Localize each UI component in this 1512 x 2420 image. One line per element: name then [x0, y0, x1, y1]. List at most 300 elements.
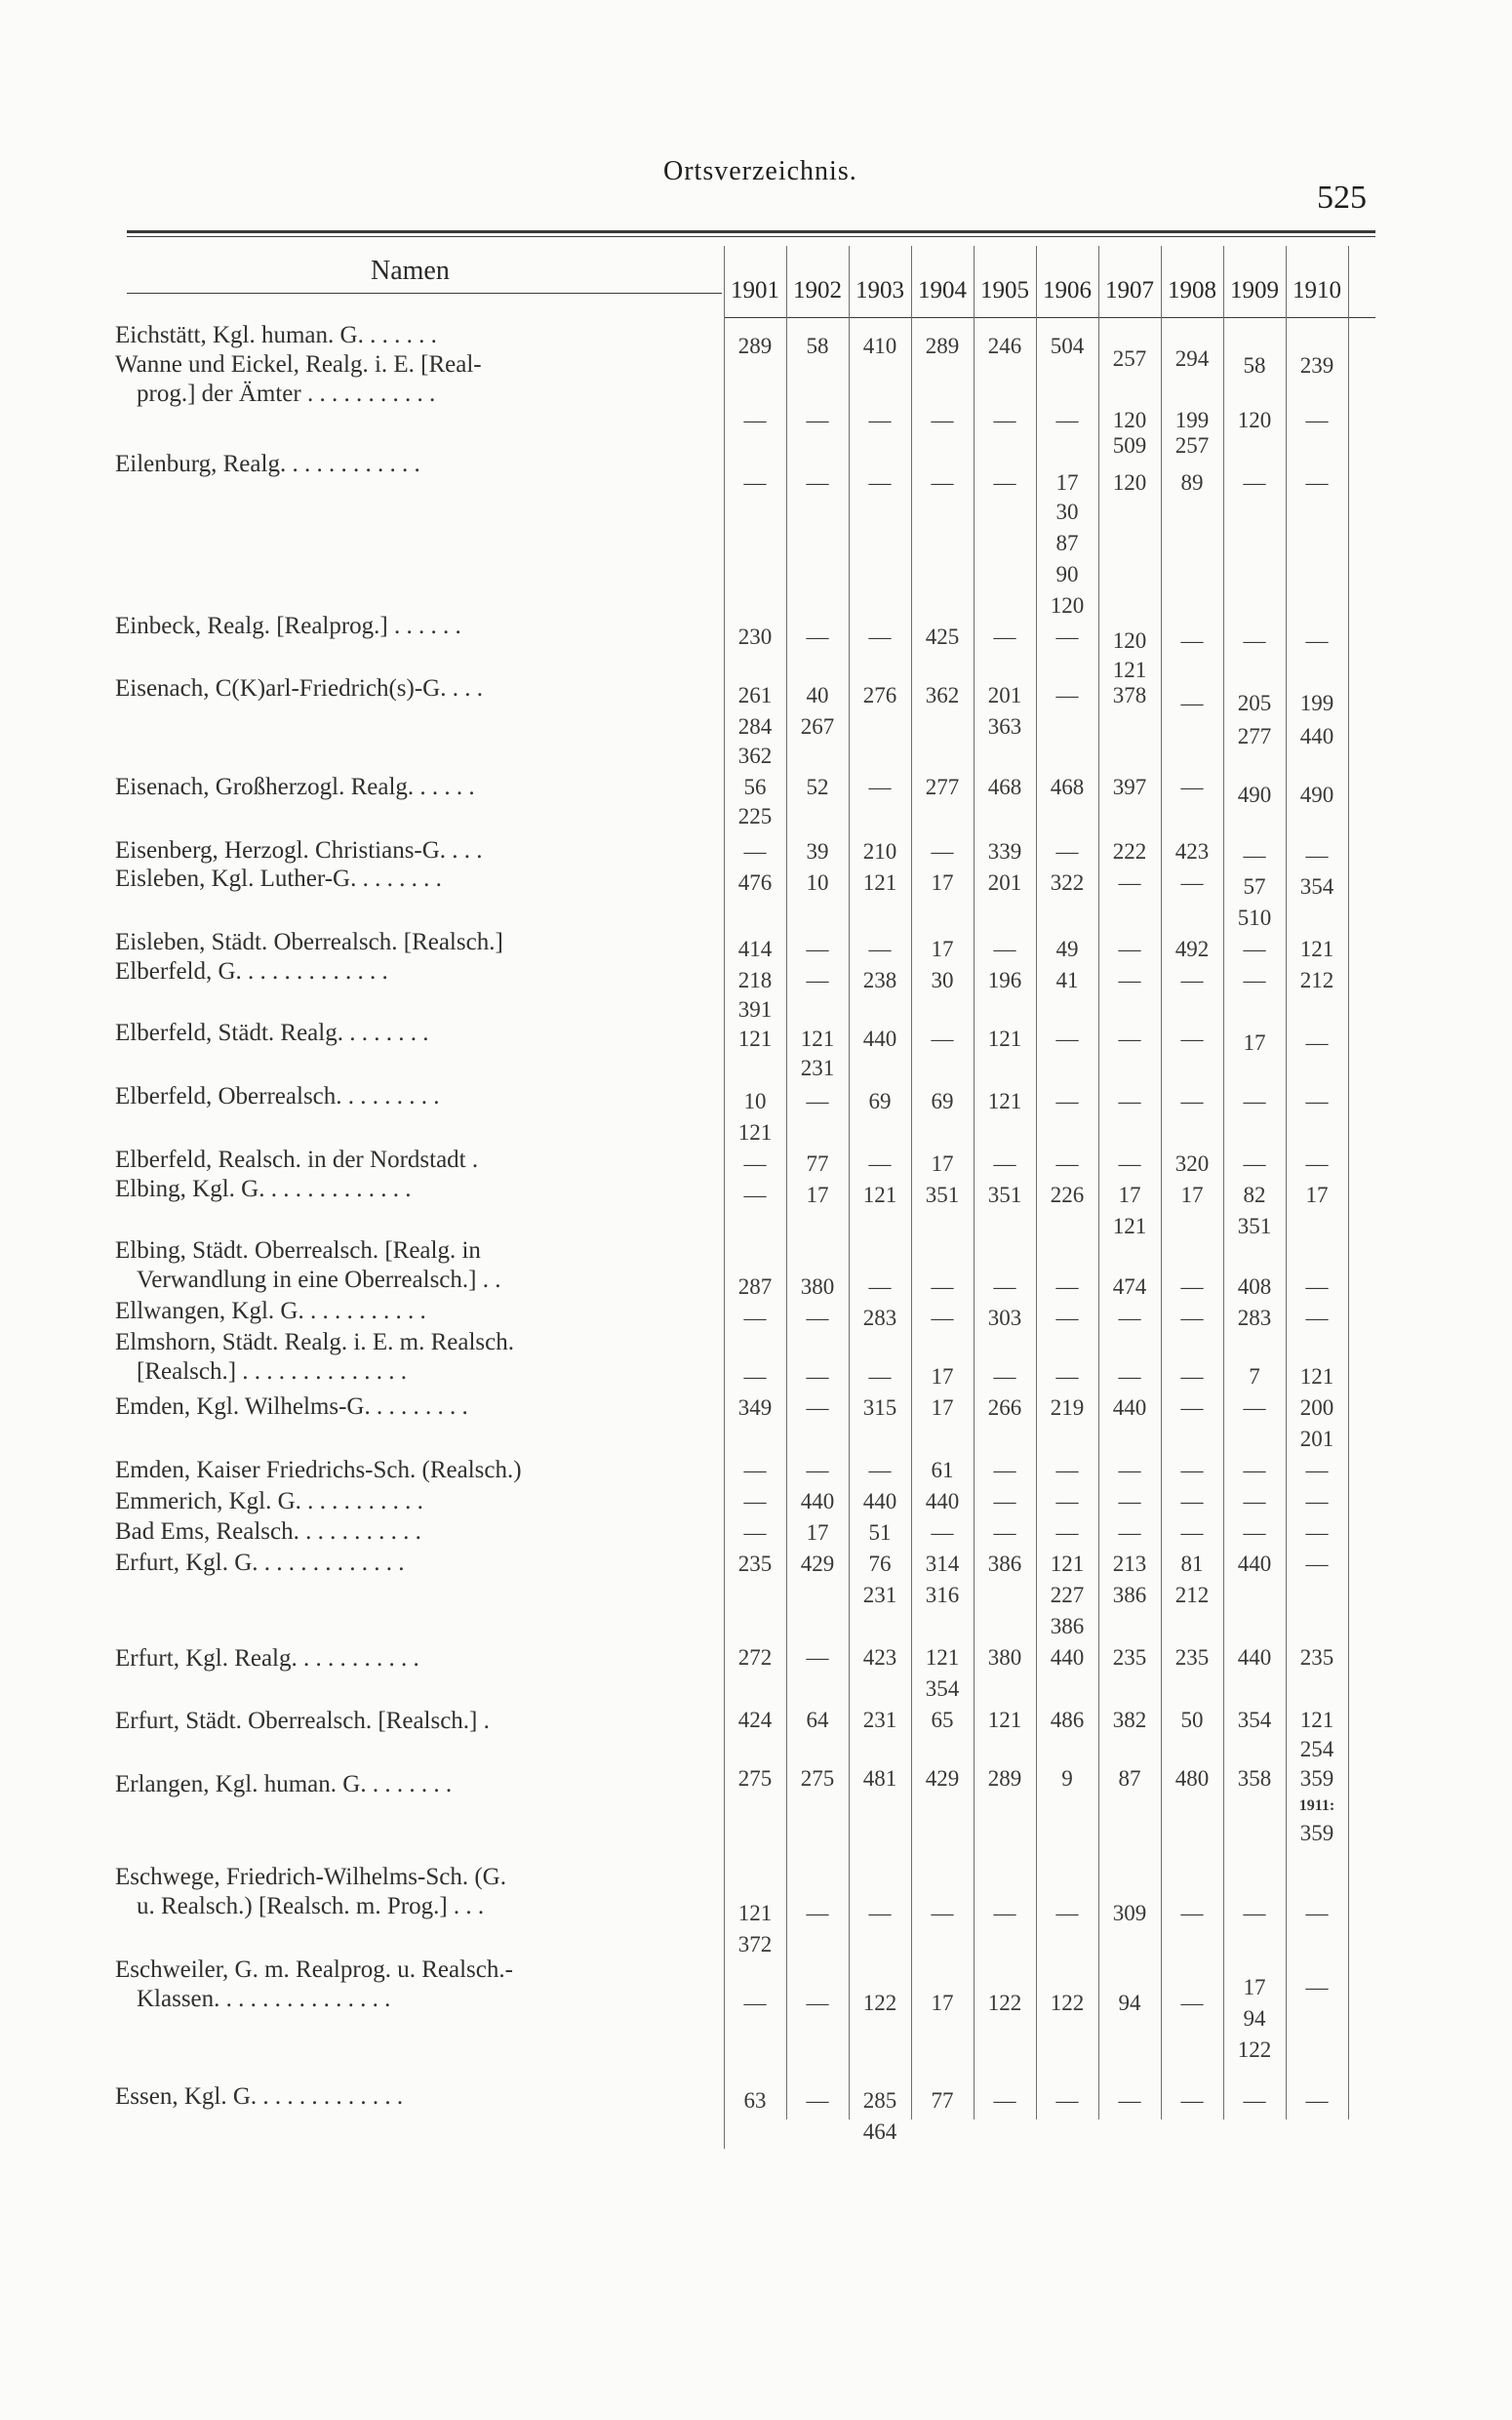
table-cell: 17: [931, 1991, 954, 2015]
table-cell: 200: [1299, 1395, 1334, 1420]
year-header: 1906: [1043, 277, 1092, 303]
top-rule: [127, 230, 1375, 233]
school-name: Ellwangen, Kgl. G. . . . . . . . . . .: [115, 1298, 426, 1324]
table-cell: —: [868, 408, 892, 432]
school-name: Eisenach, Großherzogl. Realg. . . . . .: [115, 774, 475, 800]
table-cell: —: [743, 1458, 767, 1482]
table-cell: 490: [1237, 783, 1272, 807]
table-cell: —: [993, 2088, 1016, 2113]
table-cell: 246: [987, 334, 1022, 358]
table-cell: 440: [800, 1489, 835, 1513]
column-divider: [1161, 246, 1162, 2119]
table-cell: —: [993, 1489, 1016, 1513]
table-cell: 362: [737, 744, 773, 768]
table-cell: 69: [868, 1089, 892, 1113]
table-cell: 121: [1112, 1214, 1147, 1238]
column-divider: [786, 246, 787, 2119]
table-cell: 17: [931, 937, 954, 961]
table-cell: 320: [1174, 1151, 1210, 1176]
table-cell: 201: [987, 870, 1022, 895]
table-cell: —: [743, 1151, 767, 1176]
table-cell: —: [1243, 1458, 1266, 1482]
table-cell: 235: [737, 1552, 773, 1576]
table-cell: 314: [925, 1552, 960, 1576]
table-cell: —: [1055, 1520, 1079, 1545]
table-cell: 10: [806, 870, 829, 895]
table-cell: 372: [737, 1932, 773, 1956]
school-name: Erfurt, Städt. Oberrealsch. [Realsch.] .: [115, 1708, 490, 1734]
table-cell: —: [806, 2088, 829, 2113]
table-cell: 440: [1050, 1645, 1085, 1670]
table-cell: —: [1055, 1274, 1079, 1299]
table-cell: —: [1118, 937, 1141, 961]
table-cell: 49: [1055, 937, 1079, 961]
header-underline: [724, 317, 1375, 318]
table-cell: —: [868, 1901, 892, 1925]
table-cell: —: [1243, 1151, 1266, 1176]
table-cell: 382: [1112, 1708, 1147, 1732]
table-cell: 121: [862, 1183, 897, 1207]
table-cell: 380: [800, 1274, 835, 1299]
table-cell: —: [1118, 2088, 1141, 2113]
table-cell: 94: [1118, 1991, 1141, 2015]
table-cell: 283: [1237, 1306, 1272, 1330]
table-cell: —: [806, 1395, 829, 1420]
school-name: Eilenburg, Realg. . . . . . . . . . . .: [115, 451, 420, 477]
table-cell: 440: [925, 1489, 960, 1513]
school-name: Eisenberg, Herzogl. Christians-G. . . .: [115, 837, 483, 864]
table-cell: —: [1305, 1552, 1329, 1576]
table-cell: 227: [1050, 1583, 1085, 1607]
table-cell: 58: [1243, 353, 1266, 378]
table-cell: —: [868, 775, 892, 799]
table-cell: 9: [1061, 1766, 1073, 1791]
table-cell: 196: [987, 968, 1022, 992]
table-cell: 17: [931, 870, 954, 895]
table-cell: 40: [806, 683, 829, 707]
table-cell: —: [1118, 1489, 1141, 1513]
table-cell: 121: [737, 1027, 773, 1051]
table-cell: 213: [1112, 1552, 1147, 1576]
column-divider: [1036, 246, 1037, 2119]
table-cell: 121: [925, 1645, 960, 1670]
table-cell: 219: [1050, 1395, 1085, 1420]
table-cell: 77: [806, 1151, 829, 1176]
table-cell: 440: [1112, 1395, 1147, 1420]
table-cell: 414: [737, 937, 773, 961]
table-cell: —: [1180, 1306, 1204, 1330]
school-name: Verwandlung in eine Oberrealsch.] . .: [137, 1267, 501, 1293]
table-cell: 120: [1112, 470, 1147, 495]
table-cell: —: [1305, 1901, 1329, 1925]
table-cell: —: [1180, 870, 1204, 895]
year-header: 1909: [1230, 277, 1279, 303]
table-cell: —: [743, 1489, 767, 1513]
table-cell: 440: [1237, 1552, 1272, 1576]
table-cell: 424: [737, 1708, 773, 1732]
table-cell: 122: [1050, 1991, 1085, 2015]
table-cell: 121: [1112, 658, 1147, 682]
table-cell: 64: [806, 1708, 829, 1732]
table-cell: —: [1055, 683, 1079, 707]
table-cell: —: [1055, 839, 1079, 864]
table-cell: 386: [1050, 1614, 1085, 1638]
table-cell: —: [1055, 625, 1079, 649]
table-cell: —: [993, 1151, 1016, 1176]
table-cell: 17: [1243, 1975, 1266, 1999]
table-cell: —: [868, 470, 892, 495]
table-cell: 39: [806, 839, 829, 864]
table-cell: —: [743, 1306, 767, 1330]
column-divider: [1348, 246, 1349, 2119]
table-cell: —: [1243, 628, 1266, 653]
table-cell: 205: [1237, 691, 1272, 715]
school-name: Eisenach, C(K)arl-Friedrich(s)-G. . . .: [115, 675, 483, 702]
table-cell: —: [1243, 937, 1266, 961]
table-cell: —: [868, 937, 892, 961]
table-cell: —: [931, 1306, 954, 1330]
table-cell: —: [931, 1027, 954, 1051]
table-cell: 17: [1055, 470, 1079, 495]
school-name: Essen, Kgl. G. . . . . . . . . . . . .: [115, 2083, 404, 2110]
table-cell: 87: [1118, 1766, 1141, 1791]
table-cell: 272: [737, 1645, 773, 1670]
year-header: 1902: [793, 277, 842, 303]
year-header: 1908: [1168, 277, 1216, 303]
table-cell: 289: [925, 334, 960, 358]
year-header: 1905: [980, 277, 1029, 303]
column-divider: [1098, 246, 1099, 2119]
table-cell: 17: [931, 1364, 954, 1389]
table-cell: —: [806, 408, 829, 432]
table-cell: —: [1305, 1489, 1329, 1513]
table-cell: 354: [1237, 1708, 1272, 1732]
table-cell: 235: [1112, 1645, 1147, 1670]
table-cell: —: [993, 937, 1016, 961]
table-cell: —: [1055, 1306, 1079, 1330]
table-cell: —: [1055, 1458, 1079, 1482]
column-divider: [1286, 246, 1287, 2119]
school-name: Eisleben, Kgl. Luther-G. . . . . . . .: [115, 866, 442, 892]
table-cell: —: [868, 1151, 892, 1176]
table-cell: 17: [1180, 1183, 1204, 1207]
table-cell: 212: [1174, 1583, 1210, 1607]
page-header-title: Ortsverzeichnis.: [663, 156, 857, 186]
table-cell: 287: [737, 1274, 773, 1299]
table-cell: —: [868, 1274, 892, 1299]
table-cell: —: [1305, 1306, 1329, 1330]
year-header: 1901: [731, 277, 779, 303]
table-cell: 122: [1237, 2037, 1272, 2062]
table-cell: 257: [1174, 433, 1210, 458]
table-cell: 397: [1112, 775, 1147, 799]
table-cell: 58: [806, 334, 829, 358]
table-cell: 121: [1299, 1708, 1334, 1732]
table-cell: 87: [1055, 531, 1079, 555]
table-cell: —: [1055, 2088, 1079, 2113]
school-name: Elbing, Kgl. G. . . . . . . . . . . . .: [115, 1176, 412, 1202]
table-cell: 339: [987, 839, 1022, 864]
table-cell: —: [1243, 968, 1266, 992]
table-cell: —: [1118, 1151, 1141, 1176]
table-cell: —: [1118, 1520, 1141, 1545]
table-cell: —: [1243, 1395, 1266, 1420]
table-cell: —: [743, 1183, 767, 1207]
table-cell: —: [993, 625, 1016, 649]
school-name: Elberfeld, Städt. Realg. . . . . . . .: [115, 1020, 429, 1046]
table-cell: 199: [1299, 691, 1334, 715]
table-cell: —: [1118, 870, 1141, 895]
table-cell: 303: [987, 1306, 1022, 1330]
table-cell: 423: [1174, 839, 1210, 864]
table-cell: 65: [931, 1708, 954, 1732]
table-cell: —: [931, 839, 954, 864]
table-cell: 212: [1299, 968, 1334, 992]
table-cell: 362: [925, 683, 960, 707]
table-cell: 316: [925, 1583, 960, 1607]
table-cell: 474: [1112, 1274, 1147, 1299]
table-cell: —: [1180, 2088, 1204, 2113]
table-cell: 235: [1299, 1645, 1334, 1670]
table-cell: 199: [1174, 408, 1210, 432]
table-cell: 121: [987, 1027, 1022, 1051]
table-cell: 378: [1112, 683, 1147, 707]
table-cell: —: [1305, 1458, 1329, 1482]
table-cell: 504: [1050, 334, 1085, 358]
school-name: Erlangen, Kgl. human. G. . . . . . . .: [115, 1771, 453, 1797]
table-cell: 50: [1180, 1708, 1204, 1732]
table-cell: —: [806, 1991, 829, 2015]
table-cell: —: [1180, 1458, 1204, 1482]
table-cell: —: [868, 1458, 892, 1482]
table-cell: —: [806, 1306, 829, 1330]
table-cell: —: [1305, 1274, 1329, 1299]
table-cell: —: [1243, 1089, 1266, 1113]
column-divider: [849, 246, 850, 2119]
school-name: Wanne und Eickel, Realg. i. E. [Real-: [115, 351, 482, 378]
table-cell: —: [993, 1364, 1016, 1389]
table-cell: 510: [1237, 906, 1272, 930]
table-cell: —: [743, 839, 767, 864]
table-cell: 391: [737, 997, 773, 1022]
table-cell: 261: [737, 683, 773, 707]
table-cell: —: [993, 408, 1016, 432]
table-cell: 57: [1243, 874, 1266, 899]
table-cell: —: [806, 1364, 829, 1389]
table-cell: 351: [987, 1183, 1022, 1207]
table-cell: 386: [987, 1552, 1022, 1576]
table-cell: —: [1180, 1027, 1204, 1051]
table-cell: 17: [1118, 1183, 1141, 1207]
table-cell: 201: [987, 683, 1022, 707]
table-cell: —: [1180, 1364, 1204, 1389]
school-name: Eichstätt, Kgl. human. G. . . . . . .: [115, 322, 437, 348]
table-cell: 121: [1299, 937, 1334, 961]
table-cell: 354: [1299, 874, 1334, 899]
table-cell: —: [993, 470, 1016, 495]
table-cell: —: [1055, 1089, 1079, 1113]
school-name: Elbing, Städt. Oberrealsch. [Realg. in: [115, 1237, 481, 1264]
table-cell: 486: [1050, 1708, 1085, 1732]
table-cell: 122: [862, 1991, 897, 2015]
table-cell: 122: [987, 1991, 1022, 2015]
table-cell: 351: [1237, 1214, 1272, 1238]
table-cell: —: [1305, 843, 1329, 867]
table-cell: 410: [862, 334, 897, 358]
school-name: Elberfeld, Realsch. in der Nordstadt .: [115, 1147, 479, 1173]
table-cell: 201: [1299, 1427, 1334, 1451]
table-cell: 82: [1243, 1183, 1266, 1207]
table-cell: 266: [987, 1395, 1022, 1420]
table-cell: —: [1180, 628, 1204, 653]
table-cell: 51: [868, 1520, 892, 1545]
table-cell: 120: [1050, 593, 1085, 618]
table-cell: 231: [800, 1056, 835, 1080]
table-cell: 17: [1305, 1183, 1329, 1207]
table-cell: 121: [737, 1120, 773, 1145]
school-name: Erfurt, Kgl. G. . . . . . . . . . . . .: [115, 1550, 405, 1576]
table-cell: 275: [800, 1766, 835, 1791]
table-cell: —: [1180, 1991, 1204, 2015]
table-cell: —: [1180, 968, 1204, 992]
table-cell: 52: [806, 775, 829, 799]
table-cell: 1911:: [1298, 1797, 1335, 1814]
table-cell: —: [1305, 2088, 1329, 2113]
table-cell: —: [868, 625, 892, 649]
table-cell: 41: [1055, 968, 1079, 992]
school-name: Eisleben, Städt. Oberrealsch. [Realsch.]: [115, 929, 503, 955]
table-cell: 254: [1299, 1737, 1334, 1761]
table-cell: —: [993, 1901, 1016, 1925]
table-cell: 283: [862, 1306, 897, 1330]
school-name: Erfurt, Kgl. Realg. . . . . . . . . . .: [115, 1645, 419, 1672]
table-cell: 222: [1112, 839, 1147, 864]
table-cell: 121: [987, 1089, 1022, 1113]
table-cell: —: [806, 1458, 829, 1482]
table-cell: 121: [800, 1027, 835, 1051]
table-cell: —: [868, 1364, 892, 1389]
table-cell: 386: [1112, 1583, 1147, 1607]
table-cell: 349: [737, 1395, 773, 1420]
column-divider: [724, 246, 725, 2149]
column-header-namen: Namen: [371, 256, 450, 286]
table-cell: 231: [862, 1583, 897, 1607]
table-cell: 425: [925, 625, 960, 649]
top-rule-thin: [127, 236, 1375, 237]
table-cell: —: [1243, 470, 1266, 495]
table-cell: —: [1055, 1364, 1079, 1389]
table-cell: —: [1243, 1901, 1266, 1925]
table-cell: 89: [1180, 470, 1204, 495]
school-name: Eschwege, Friedrich-Wilhelms-Sch. (G.: [115, 1864, 506, 1890]
table-cell: —: [806, 937, 829, 961]
table-cell: 10: [743, 1089, 767, 1113]
table-cell: 30: [1055, 500, 1079, 524]
table-cell: 94: [1243, 2006, 1266, 2031]
table-cell: —: [1305, 408, 1329, 432]
table-cell: 56: [743, 775, 767, 799]
table-cell: —: [806, 968, 829, 992]
table-cell: —: [743, 470, 767, 495]
table-cell: —: [1305, 1089, 1329, 1113]
table-cell: 7: [1249, 1364, 1260, 1389]
table-cell: 285: [862, 2088, 897, 2113]
table-cell: 363: [987, 714, 1022, 739]
table-cell: —: [1180, 1395, 1204, 1420]
table-cell: 322: [1050, 870, 1085, 895]
school-name: Elberfeld, Oberrealsch. . . . . . . . .: [115, 1083, 440, 1109]
table-cell: 238: [862, 968, 897, 992]
table-cell: 17: [931, 1395, 954, 1420]
table-cell: —: [993, 1274, 1016, 1299]
table-cell: 17: [931, 1151, 954, 1176]
table-cell: 380: [987, 1645, 1022, 1670]
table-cell: —: [806, 1901, 829, 1925]
table-cell: 480: [1174, 1766, 1210, 1791]
table-cell: —: [931, 408, 954, 432]
table-cell: 277: [1237, 724, 1272, 748]
table-cell: 492: [1174, 937, 1210, 961]
table-cell: 289: [737, 334, 773, 358]
table-cell: 481: [862, 1766, 897, 1791]
table-cell: —: [1180, 775, 1204, 799]
school-name: [Realsch.] . . . . . . . . . . . . . .: [137, 1358, 408, 1385]
table-cell: —: [806, 1645, 829, 1670]
table-cell: 210: [862, 839, 897, 864]
table-cell: —: [1055, 1489, 1079, 1513]
table-cell: 423: [862, 1645, 897, 1670]
school-name: Einbeck, Realg. [Realprog.] . . . . . .: [115, 613, 461, 639]
table-cell: 464: [862, 2119, 897, 2144]
table-cell: —: [931, 470, 954, 495]
table-cell: 359: [1299, 1766, 1334, 1791]
table-cell: 121: [737, 1901, 773, 1925]
table-cell: —: [993, 1458, 1016, 1482]
school-name: Eschweiler, G. m. Realprog. u. Realsch.-: [115, 1956, 513, 1983]
school-name: prog.] der Ämter . . . . . . . . . . .: [137, 381, 436, 407]
table-cell: —: [1243, 843, 1266, 867]
table-cell: —: [1243, 1520, 1266, 1545]
table-cell: 120: [1112, 628, 1147, 653]
table-cell: 294: [1174, 346, 1210, 371]
year-header: 1903: [855, 277, 904, 303]
table-cell: —: [1305, 1030, 1329, 1055]
table-cell: 275: [737, 1766, 773, 1791]
table-cell: 359: [1299, 1821, 1334, 1845]
table-cell: 257: [1112, 346, 1147, 371]
column-divider: [974, 246, 975, 2119]
school-name: Elmshorn, Städt. Realg. i. E. m. Realsch.: [115, 1329, 514, 1355]
table-cell: 76: [868, 1552, 892, 1576]
table-cell: —: [1180, 1274, 1204, 1299]
table-cell: —: [1243, 2088, 1266, 2113]
table-cell: —: [1118, 1306, 1141, 1330]
page-number: 525: [1317, 180, 1367, 216]
table-cell: 90: [1055, 562, 1079, 586]
column-divider: [1223, 246, 1224, 2119]
table-cell: —: [1055, 408, 1079, 432]
table-cell: —: [1118, 1364, 1141, 1389]
table-cell: —: [1305, 470, 1329, 495]
table-cell: —: [1055, 1027, 1079, 1051]
table-cell: 121: [862, 870, 897, 895]
table-cell: 17: [806, 1183, 829, 1207]
table-cell: —: [743, 1364, 767, 1389]
table-cell: 225: [737, 804, 773, 828]
table-cell: 120: [1237, 408, 1272, 432]
table-cell: 77: [931, 2088, 954, 2113]
table-cell: 440: [1237, 1645, 1272, 1670]
